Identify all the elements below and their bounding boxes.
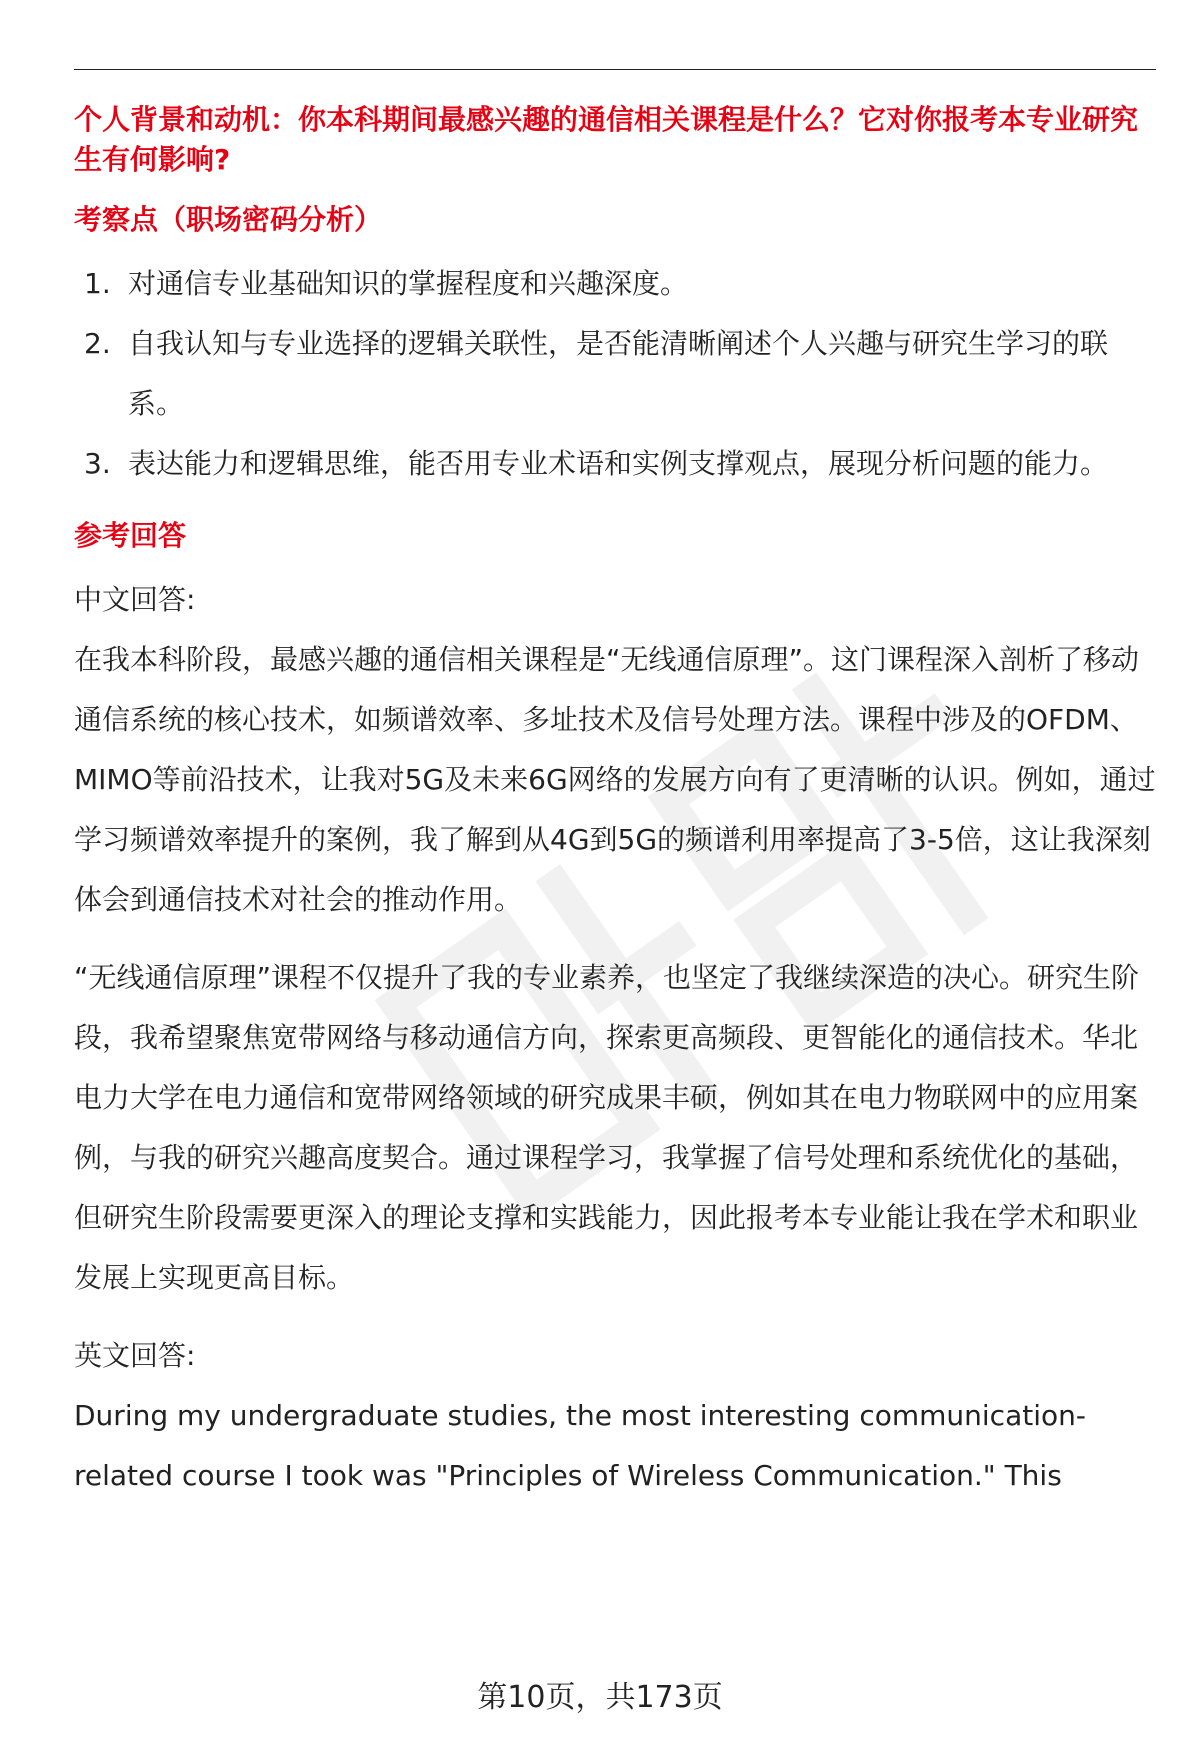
- chinese-paragraph: “无线通信原理”课程不仅提升了我的专业素养，也坚定了我继续深造的决心。研究生阶段，我希望聚焦宽带网络与移动通信方向，探索更高频段、更智能化的通信技术。华北电力大学在电力通信和宽带网络领域的研究成果丰硕，例如其在电力物联网中的应用案例，与我的研究兴趣高度契合。通过课程学习，我掌握了信号处理和系统优化的基础，但研究生阶段需要更深入的理论支撑和实践能力，因此报考本专业能让我在学术和职业发展上实现更高目标。: [74, 961, 1140, 1294]
- document-content: [74, 100, 1156, 1506]
- list-text: 自我认知与专业选择的逻辑关联性，是否能清晰阐述个人兴趣与研究生学习的联系。: [128, 327, 1109, 420]
- question-heading: 个人背景和动机：你本科期间最感兴趣的通信相关课程是什么？它对你报考本专业研究生有何影响?: [74, 103, 1139, 176]
- list-number: 1.: [84, 267, 111, 300]
- list-number: 2.: [84, 327, 111, 360]
- assessment-heading: 考察点（职场密码分析）: [74, 203, 383, 236]
- top-rule: [74, 69, 1156, 70]
- english-paragraph: During my undergraduate studies, the most interesting communication-related course I took was "Principles of Wireless Communication." This: [74, 1399, 1086, 1492]
- chinese-paragraph: 在我本科阶段，最感兴趣的通信相关课程是“无线通信原理”。这门课程深入剖析了移动通信系统的核心技术，如频谱效率、多址技术及信号处理方法。课程中涉及的OFDM、MIMO等前沿技术，让我对5G及未来6G网络的发展方向有了更清晰的认识。例如，通过学习频谱效率提升的案例，我了解到从4G到5G的频谱利用率提高了3-5倍，这让我深刻体会到通信技术对社会的推动作用。: [74, 643, 1156, 916]
- list-number: 3.: [84, 447, 111, 480]
- assessment-points: [74, 254, 1156, 494]
- english-answer-label: 英文回答:: [74, 1339, 196, 1372]
- page-number: 第10页，共173页: [477, 1680, 723, 1715]
- list-item: [74, 314, 1156, 434]
- list-item: [74, 434, 1156, 494]
- chinese-answer-label: 中文回答:: [74, 583, 196, 616]
- answer-heading: 参考回答: [74, 519, 187, 552]
- list-item: [74, 254, 1156, 314]
- list-text: 表达能力和逻辑思维，能否用专业术语和实例支撑观点，展现分析问题的能力。: [128, 447, 1109, 480]
- list-text: 对通信专业基础知识的掌握程度和兴趣深度。: [128, 267, 689, 300]
